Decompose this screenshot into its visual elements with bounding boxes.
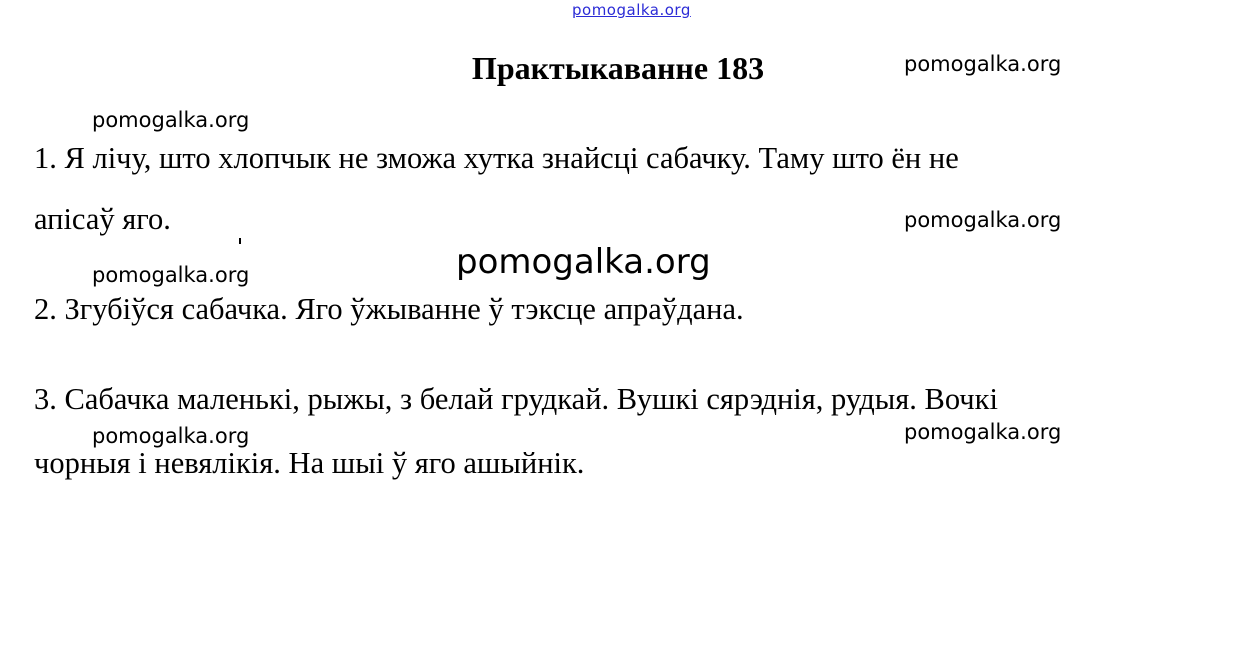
answer-3-line-1: 3. Сабачка маленькі, рыжы, з белай грудкай. Вушкі сярэднія, рудыя. Вочкі (34, 382, 998, 416)
watermark-left-2: pomogalka.org (92, 263, 250, 287)
answer-2-line: 2. Згубіўся сабачка. Яго ўжыванне ў тэксце апраўдана. (34, 292, 744, 326)
answer-3-line-2: чорныя і невялікія. На шыі ў яго ашыйнік. (34, 446, 585, 480)
watermark-center: pomogalka.org (456, 242, 711, 282)
answer-1-line-1: 1. Я лічу, што хлопчык не зможа хутка знайсці сабачку. Таму што ён не (34, 141, 959, 175)
top-watermark-link[interactable]: pomogalka.org (572, 1, 691, 19)
watermark-left-1: pomogalka.org (92, 108, 250, 132)
answer-1-line-2: апісаў яго. (34, 202, 171, 236)
watermark-title-right: pomogalka.org (904, 52, 1062, 76)
watermark-left-3: pomogalka.org (92, 424, 250, 448)
watermark-right-2: pomogalka.org (904, 208, 1062, 232)
watermark-right-3: pomogalka.org (904, 420, 1062, 444)
page-title: Практыкаванне 183 (471, 50, 765, 86)
stray-mark (239, 238, 241, 244)
